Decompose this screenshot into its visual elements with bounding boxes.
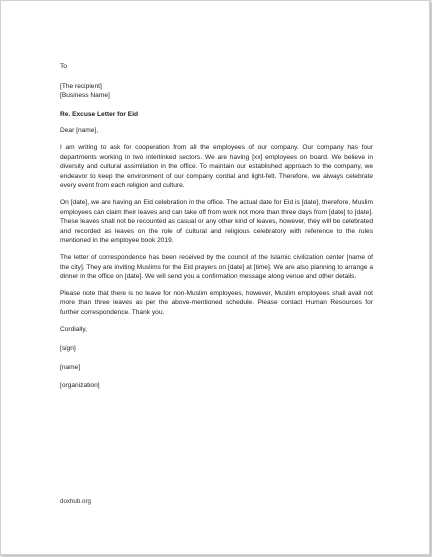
sign-placeholder: [sign] <box>60 345 76 353</box>
to-label: To <box>60 63 67 70</box>
recipient: [The recipient] <box>60 82 102 90</box>
paragraph-2: On [date], we are having an Eid celebration in the office. The actual date for Eid is [date], therefore, Muslim employees can claim their leaves and can take off from work not more than three days from [date] to [date]. These leaves shall not be recounted as casual or any other kind of leaves, however, they will be celebrated and recorded as leaves on the role of cultural and religious celebratory with reference to the rules mentioned in the employee book 2019. <box>60 198 373 245</box>
subject-line: Re. Excuse Letter for Eid <box>60 110 139 118</box>
paragraph-1: I am writing to ask for cooperation from all the employees of our company. Our company has four departments working in two interlinked sectors. We are having [xx] employees on board. We believe in diversity and cultural assimilation in the office. To maintain our established approach to the company, we endeavor to keep the environment of our company cordial and light-felt. Therefore, we always celebrate every event from each religion and culture. <box>60 143 373 190</box>
closing: Cordially, <box>60 326 87 334</box>
paragraph-3: The letter of correspondence has been received by the council of the Islamic civilization center [name of the city]. They are inviting Muslims for the Eid prayers on [date] at [time]. We are also planning to arrange a dinner in the office on [date]. We will send you a confirmation message along venue and other details. <box>60 253 373 281</box>
business-name: [Business Name] <box>60 92 110 100</box>
footer-site: doxhub.org <box>60 498 91 505</box>
name-placeholder: [name] <box>60 363 81 371</box>
paragraph-4: Please note that there is no leave for non-Muslim employees, however, Muslim employees shall avail not more than three leaves as per the above-mentioned schedule. Please contact Human Resources for further correspondence. Thank you. <box>60 289 373 316</box>
letter-body <box>60 62 373 391</box>
organization-placeholder: [organization] <box>60 382 100 390</box>
salutation: Dear [name], <box>60 127 99 135</box>
